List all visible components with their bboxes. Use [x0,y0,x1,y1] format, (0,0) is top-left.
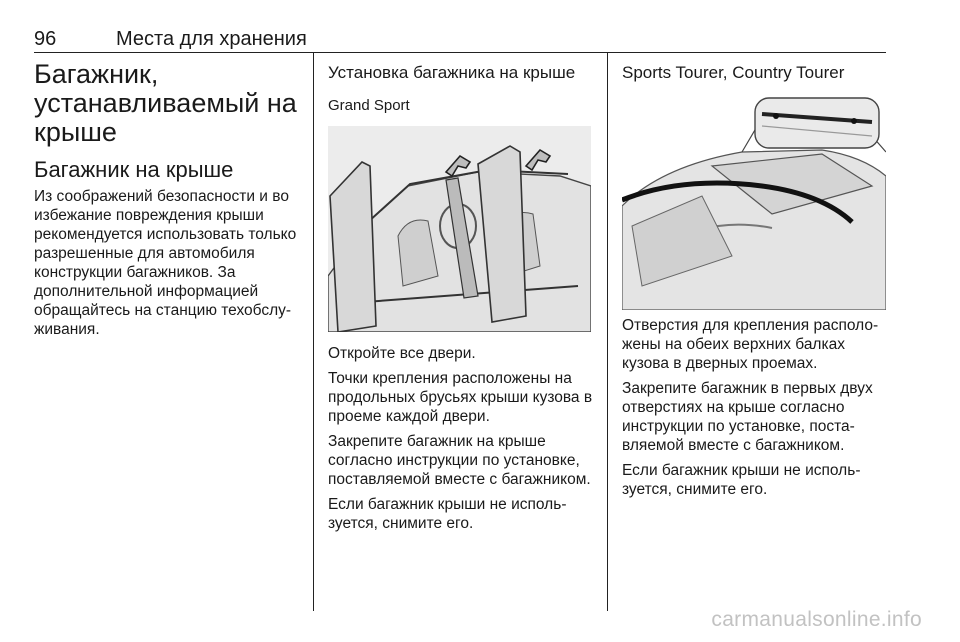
installation-heading: Установка багажника на крыше [328,63,576,82]
left-column [34,60,306,345]
tourer-secure-rack: Закрепите багажник в первых двух отверстиях на крыше согласно инструкции по установке, поставляемой вместе с багажником. [622,380,873,454]
instruction-open-doors: Откройте все двери. [328,345,476,362]
header-divider [34,52,886,53]
section-heading: Багажник, устанавливаемый на крыше [34,59,297,147]
tourer-heading: Sports Tourer, Country Tourer [622,63,845,82]
page-header-title: Места для хранения [116,28,307,50]
tourer-remove-rack: Если багажник крыши не используется, снимите его. [622,462,861,498]
right-column [622,60,886,505]
page-number: 96 [34,28,57,50]
tourer-mount-holes: Отверстия для крепления расположены на обеих верхних балках кузова в дверных проемах. [622,317,879,372]
car-open-doors-illustration [328,126,591,332]
column-divider-2 [607,52,608,611]
subsection-heading: Багажник на крыше [34,157,234,182]
roof-rail-illustration [622,96,886,310]
watermark: carmanualsonline.info [711,608,922,631]
instruction-remove-rack: Если багажник крыши не используется, снимите его. [328,496,567,532]
instruction-secure-rack: Закрепите багажник на крыше согласно инструкции по установке, поставляемой вместе с багажником. [328,433,591,488]
instruction-mount-points: Точки крепления расположены на продольных брусьях крыши кузова в проеме каждой двери. [328,370,593,425]
column-divider-1 [313,52,314,611]
safety-paragraph: Из соображений безопасности и во избежание повреждения крыши рекомендуется использовать только разрешенные для автомобиля конструкции багажников. За дополнительной информацией обращайтесь на станцию техобслуживания. [34,188,297,338]
model-label-grand-sport: Grand Sport [328,97,410,114]
middle-column [328,60,600,539]
